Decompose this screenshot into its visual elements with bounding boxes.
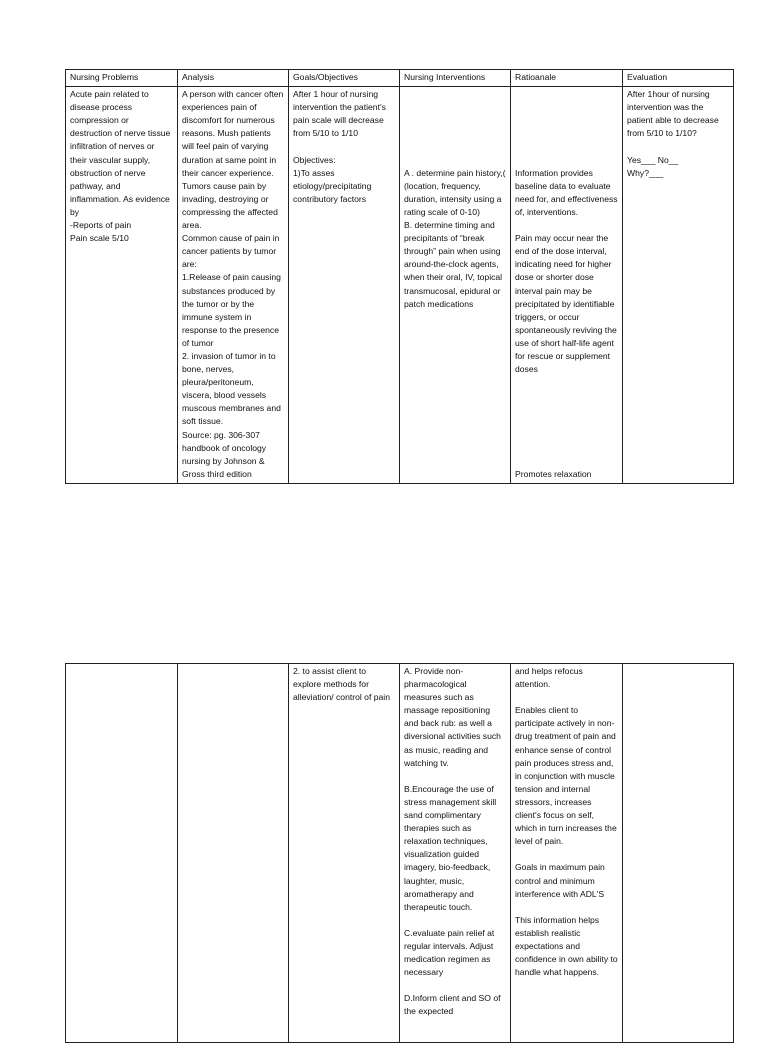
cell-evaluation — [623, 664, 734, 1043]
header-goals-objectives: Goals/Objectives — [289, 70, 400, 87]
cell-rationale: Information provides baseline data to evaluate need for, and effectiveness of, interventions. Pain may occur near the end of the dose interval, indicating need for higher dose or shorter dose interval pain may be precipitated by identifiable triggers, or occur spontaneously reviving the use of short half-life agent for rescue or supplement doses Promotes relaxation — [511, 87, 623, 484]
cell-goals: After 1 hour of nursing intervention the patient's pain scale will decrease from 5/10 to 1/10 Objectives: 1)To asses etiology/precipitating contributory factors — [289, 87, 400, 484]
care-plan-table-top — [65, 69, 734, 484]
header-nursing-problems: Nursing Problems — [66, 70, 178, 87]
cell-rationale: and helps refocus attention. Enables client to participate actively in non-drug treatment of pain and enhance sense of control pain produces stress and, in conjunction with muscle tension and internal stressors, increases client's focus on self, which in turn increases the level of pain. Goals in maximum pain control and minimum interference with ADL'S This information helps establish realistic expectations and confidence in own ability to handle what happens. — [511, 664, 623, 1043]
header-evaluation: Evaluation — [623, 70, 734, 87]
header-rationale: Ratioanale — [511, 70, 623, 87]
header-analysis: Analysis — [178, 70, 289, 87]
cell-interventions: A. Provide non-pharmacological measures such as massage repositioning and back rub: as well a diversional activities such as music, reading and watching tv. B.Encourage the use of stress management skill sand complimentary therapies such as relaxation techniques, visualization guided imagery, bio-feedback, laughter, music, aromatherapy and therapeutic touch. C.evaluate pain relief at regular intervals. Adjust medication regimen as necessary D.Inform client and SO of the expected — [400, 664, 511, 1043]
care-plan-table-continued — [65, 663, 734, 1043]
cell-analysis: A person with cancer often experiences pain of discomfort for numerous reasons. Mush patients will feel pain of varying duration at same point in their cancer experience. Tumors cause pain by invading, destroying or compressing the affected area. Common cause of pain in cancer patients by tumor are: 1.Release of pain causing substances produced by the tumor or by the immune system in response to the presence of tumor 2. invasion of tumor in to bone, nerves, pleura/peritoneum, viscera, blood vessels muscous membranes and soft tissue. Source: pg. 306-307 handbook of oncology nursing by Johnson & Gross third edition — [178, 87, 289, 484]
header-row — [66, 70, 734, 87]
cell-evaluation: After 1hour of nursing intervention was the patient able to decrease from 5/10 to 1/10? Yes___ No__ Why?___ — [623, 87, 734, 484]
cell-nursing-problems — [66, 664, 178, 1043]
table-row — [66, 87, 734, 484]
cell-analysis — [178, 664, 289, 1043]
cell-interventions: A . determine pain history,( (location, frequency, duration, intensity using a rating scale of 0-10) B. determine timing and precipitants of “break through” pain when using around-the-clock agents, when their oral, IV, topical transmucosal, epidural or patch medications — [400, 87, 511, 484]
cell-goals: 2. to assist client to explore methods for alleviation/ control of pain — [289, 664, 400, 1043]
table-row — [66, 664, 734, 1043]
cell-nursing-problems: Acute pain related to disease process compression or destruction of nerve tissue infiltration of nerves or their vascular supply, obstruction of nerve pathway, and inflammation. As evidence by -Reports of pain Pain scale 5/10 — [66, 87, 178, 484]
header-nursing-interventions: Nursing Interventions — [400, 70, 511, 87]
